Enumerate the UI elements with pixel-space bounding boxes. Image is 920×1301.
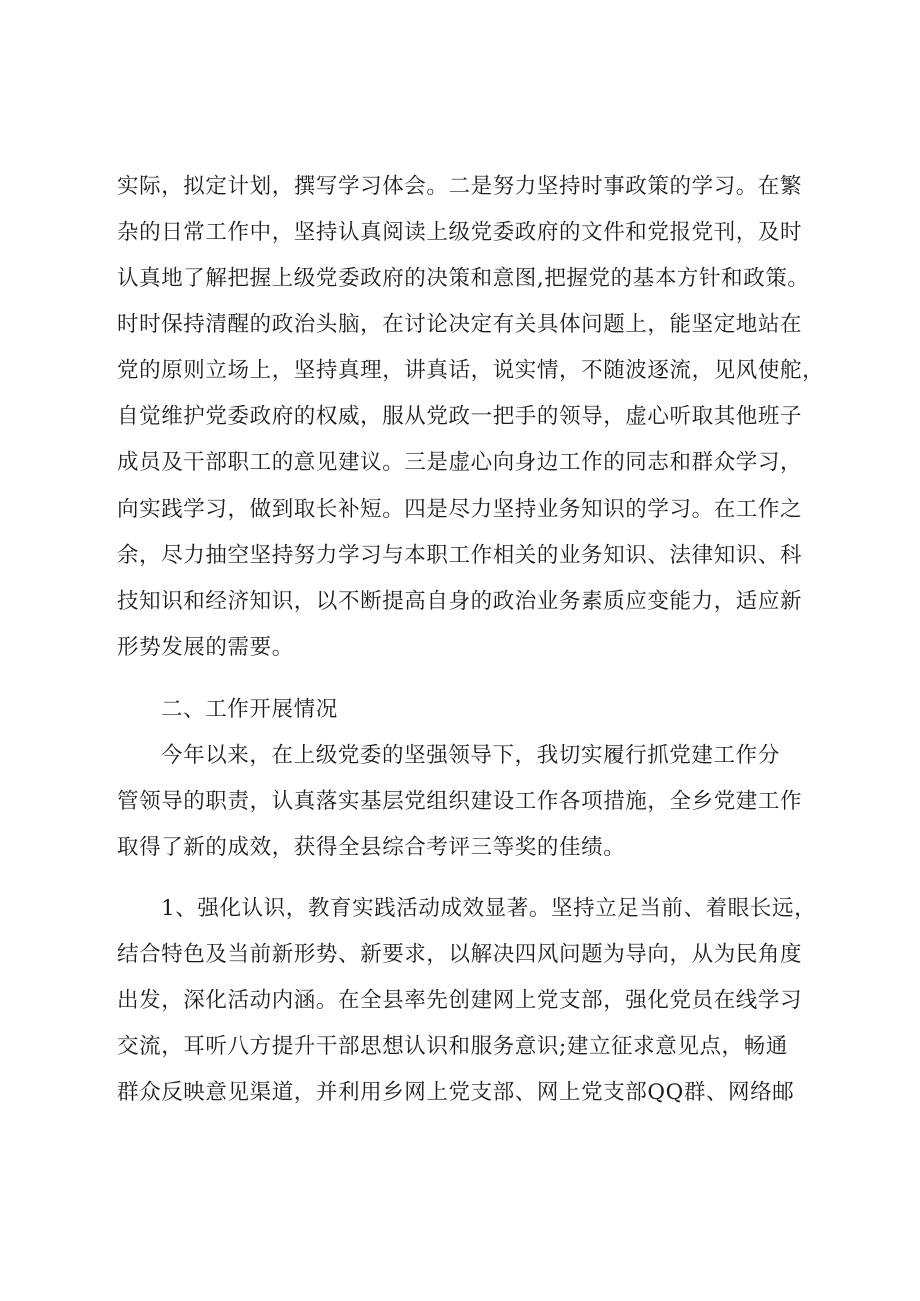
text-line: 向实践学习，做到取长补短。四是尽力坚持业务知识的学习。在工作之 xyxy=(117,497,803,522)
text-line: 出发，深化活动内涵。在全县率先创建网上党支部，强化党员在线学习 xyxy=(117,988,803,1013)
text-line: 交流，耳听八方提升干部思想认识和服务意识;建立征求意见点，畅通 xyxy=(117,1034,788,1059)
text-line: 时时保持清醒的政治头脑，在讨论决定有关具体问题上，能坚定地站在 xyxy=(117,312,803,337)
text-line: 形势发展的需要。 xyxy=(117,635,294,660)
text-line: 今年以来，在上级党委的坚强领导下，我切实履行抓党建工作分 xyxy=(161,743,780,768)
text-line: 党的原则立场上，坚持真理，讲真话，说实情，不随波逐流，见风使舵， xyxy=(117,358,825,383)
text-line: 管领导的职责，认真落实基层党组织建设工作各项措施，全乡党建工作 xyxy=(117,789,803,814)
text-line: 技知识和经济知识，以不断提高自身的政治业务素质应变能力，适应新 xyxy=(117,589,803,614)
text-line: 实际，拟定计划，撰写学习体会。二是努力坚持时事政策的学习。在繁 xyxy=(117,174,803,199)
text-line: 1、强化认识，教育实践活动成效显著。坚持立足当前、着眼长远， xyxy=(161,896,817,921)
text-line: 自觉维护党委政府的权威，服从党政一把手的领导，虚心听取其他班子 xyxy=(117,404,803,429)
text-line: 杂的日常工作中，坚持认真阅读上级党委政府的文件和党报党刊，及时 xyxy=(117,220,803,245)
text-line: 成员及干部职工的意见建议。三是虚心向身边工作的同志和群众学习， xyxy=(117,450,803,475)
text-line: 群众反映意见渠道，并利用乡网上党支部、网上党支部QQ群、网络邮 xyxy=(117,1080,795,1105)
text-line: 结合特色及当前新形势、新要求，以解决四风问题为导向，从为民角度 xyxy=(117,942,803,967)
text-line: 取得了新的成效，获得全县综合考评三等奖的佳绩。 xyxy=(117,835,626,860)
section-heading: 二、工作开展情况 xyxy=(161,697,338,722)
text-line: 余，尽力抽空坚持努力学习与本职工作相关的业务知识、法律知识、科 xyxy=(117,543,803,568)
text-line: 认真地了解把握上级党委政府的决策和意图,把握党的基本方针和政策。 xyxy=(117,266,810,291)
